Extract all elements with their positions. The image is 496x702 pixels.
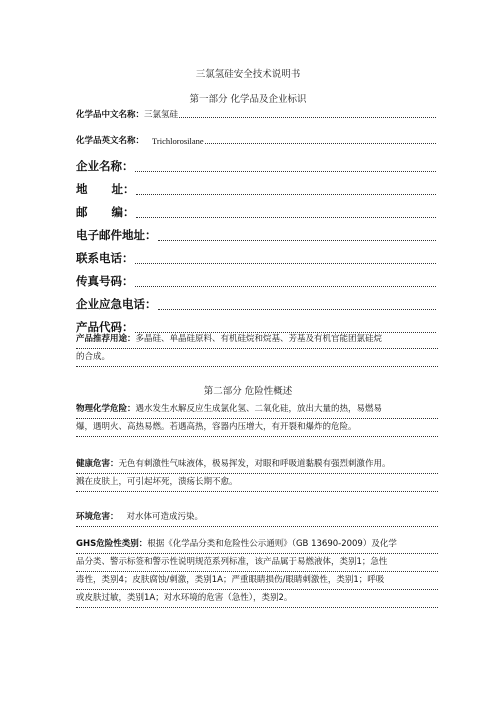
paragraph-line	[76, 331, 438, 349]
dotted-leader	[135, 286, 437, 287]
field-company	[76, 158, 436, 174]
field-recommended-use	[76, 331, 438, 367]
paragraph-line	[76, 401, 438, 419]
field-phone	[76, 250, 436, 266]
field-physchem-hazard-text-cont: 爆，遇明火、高热易燃。若遇高热，容器内压增大，有开裂和爆炸的危险。	[76, 422, 357, 432]
field-en-name-value: Trichlorosilane	[152, 136, 204, 146]
section-heading-part1: 第一部分 化学品及企业标识	[189, 94, 307, 105]
dotted-leader	[158, 309, 437, 310]
field-company-label: 企业名称：	[76, 159, 134, 173]
paragraph-line	[76, 349, 438, 367]
field-emergency-phone	[76, 296, 436, 312]
field-environmental-hazard-text: 对水体可造成污染。	[126, 512, 204, 522]
field-physchem-hazard-text: 遇水发生水解反应生成氯化氢、二氧化硅，放出大量的热，易燃易	[135, 404, 383, 414]
field-postcode-label: 邮 编：	[76, 205, 135, 219]
field-health-hazard	[76, 456, 438, 492]
field-recommended-use-text-cont: 的合成。	[76, 352, 111, 362]
field-email	[76, 227, 436, 243]
field-fax-label: 传真号码：	[76, 274, 134, 288]
field-ghs-category-text-3: 毒性，类别4；皮肤腐蚀/刺激，类别1A；严重眼睛损伤/眼睛刺激性，类别1；呼吸	[76, 575, 385, 585]
field-environmental-hazard	[76, 509, 438, 527]
paragraph-line	[76, 554, 438, 572]
paragraph-line	[76, 509, 438, 527]
dotted-leader	[179, 117, 436, 118]
field-health-hazard-text: 无色有刺激性气味液体，极易挥发，对眼和呼吸道黏膜有强烈刺激作用。	[118, 459, 391, 469]
paragraph-line	[76, 456, 438, 474]
field-ghs-category-text: 根据《化学品分类和危险性公示通则》（GB 13690-2009）及化学	[147, 539, 397, 549]
section-heading-part2: 第二部分 危险性概述	[203, 386, 293, 397]
field-address	[76, 181, 436, 197]
field-health-hazard-label: 健康危害：	[76, 459, 119, 469]
field-health-hazard-text-cont: 溅在皮肤上，可引起坏死，溃疡长期不愈。	[76, 477, 238, 487]
paragraph-line	[76, 572, 438, 590]
field-en-name	[76, 134, 436, 146]
field-cn-name	[76, 108, 436, 120]
field-address-label: 地 址：	[76, 182, 135, 196]
paragraph-line	[76, 536, 438, 554]
field-cn-name-value: 三氯氢硅	[144, 110, 179, 120]
field-ghs-category-text-4: 或皮肤过敏，类别1A；对水环境的危害（急性），类别2。	[76, 593, 293, 603]
field-recommended-use-label: 产品推荐用途：	[76, 334, 136, 344]
field-product-code-label: 产品代码：	[76, 320, 134, 334]
field-environmental-hazard-label: 环境危害：	[76, 512, 119, 522]
dotted-leader	[136, 194, 436, 195]
dotted-leader	[135, 171, 437, 172]
dotted-leader	[205, 143, 436, 144]
paragraph-line	[76, 590, 438, 608]
dotted-leader	[136, 217, 436, 218]
field-cn-name-label: 化学品中文名称：	[76, 110, 145, 120]
field-phone-label: 联系电话：	[76, 251, 134, 265]
field-recommended-use-text: 多晶硅、单晶硅原料、有机硅烷和烷基、芳基及有机官能团氯硅烷	[135, 334, 383, 344]
field-ghs-category-label: GHS危险性类别：	[76, 539, 148, 549]
paragraph-line	[76, 419, 438, 437]
field-fax	[76, 273, 436, 289]
document-title: 三氯氢硅安全技术说明书	[195, 69, 301, 80]
dotted-leader	[158, 240, 437, 241]
field-ghs-category-text-2: 品分类、警示标签和警示性说明规范系列标准，该产品属于易燃液体，类别1；急性	[76, 557, 388, 567]
field-physchem-hazard	[76, 401, 438, 437]
field-postcode	[76, 204, 436, 220]
field-en-name-label: 化学品英文名称：	[76, 136, 145, 146]
field-email-label: 电子邮件地址：	[76, 228, 157, 242]
dotted-leader	[135, 263, 437, 264]
field-emergency-phone-label: 企业应急电话：	[76, 297, 157, 311]
paragraph-line	[76, 474, 438, 492]
field-physchem-hazard-label: 物理化学危险：	[76, 404, 136, 414]
field-ghs-category	[76, 536, 438, 608]
